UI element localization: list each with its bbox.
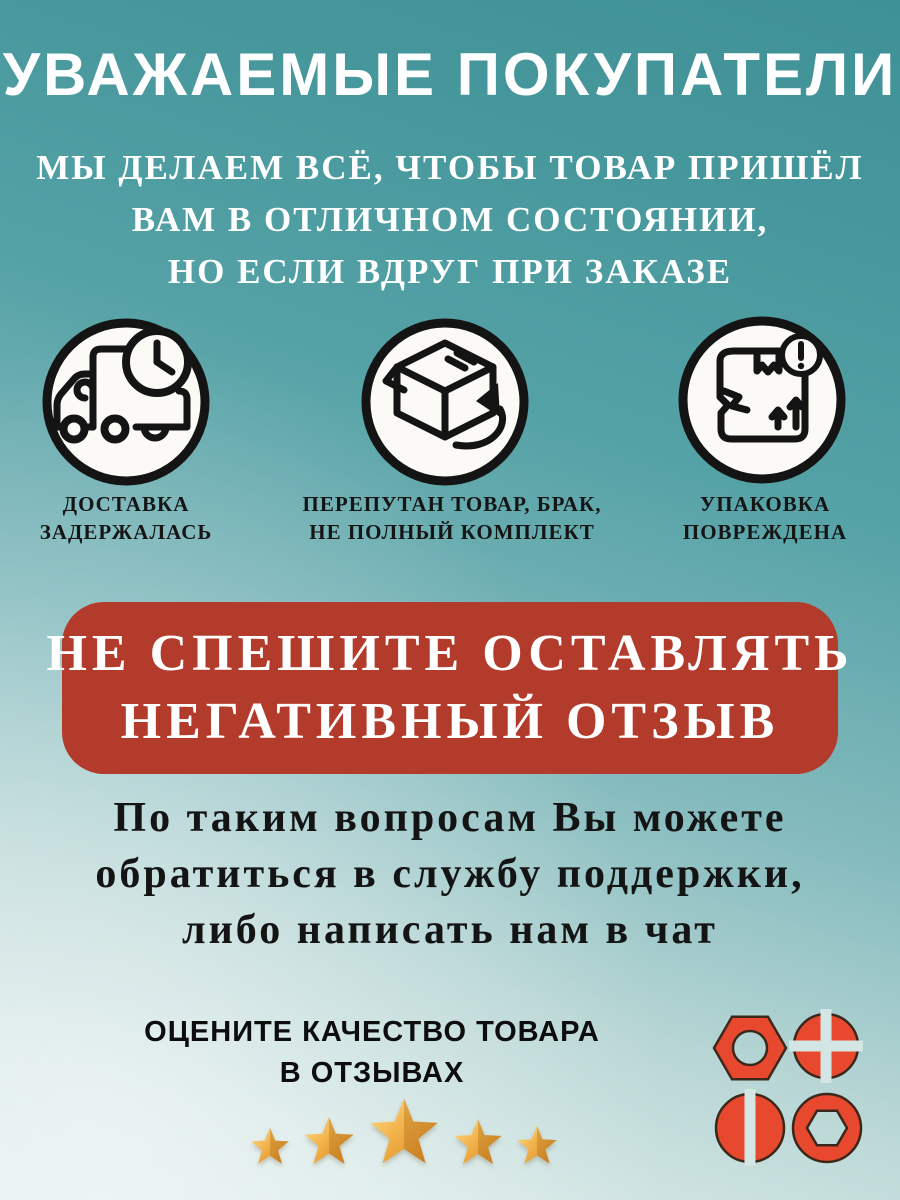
issue-label-line: ЗАДЕРЖАЛАСЬ bbox=[39, 520, 213, 544]
notice-banner bbox=[46, 602, 854, 774]
banner-line: НЕГАТИВНЫЙ ОТЗЫВ bbox=[120, 693, 780, 750]
star-icon bbox=[250, 1127, 290, 1165]
banner-line: НЕ СПЕШИТЕ ОСТАВЛЯТЬ bbox=[46, 625, 854, 682]
issue-label-damaged bbox=[645, 490, 885, 546]
support-note-line: По таким вопросам Вы можете bbox=[113, 795, 787, 841]
hex-nut-icon bbox=[714, 1017, 786, 1079]
issue-card-wrong-item bbox=[360, 317, 530, 487]
rating-stars bbox=[244, 1085, 564, 1165]
star-icon bbox=[303, 1116, 355, 1165]
phillips-screw-head-icon bbox=[789, 1009, 863, 1083]
subtitle-line: НО ЕСЛИ ВДРУГ ПРИ ЗАКАЗЕ bbox=[167, 252, 733, 291]
support-note-line: обратиться в службу поддержки, bbox=[95, 851, 805, 897]
rating-heading-line: В ОТЗЫВАХ bbox=[279, 1057, 465, 1089]
return-box-icon bbox=[360, 317, 530, 487]
issue-label-wrong-item bbox=[282, 490, 622, 546]
issue-label-delivery bbox=[16, 490, 236, 546]
rating-heading-line: ОЦЕНИТЕ КАЧЕСТВО ТОВАРА bbox=[144, 1016, 600, 1048]
hex-socket-head-icon bbox=[793, 1094, 861, 1162]
star-icon bbox=[516, 1125, 558, 1165]
delivery-truck-clock-icon bbox=[41, 317, 211, 487]
issue-label-line: УПАКОВКА bbox=[699, 492, 831, 516]
issue-label-line: ПЕРЕПУТАН ТОВАР, БРАК, bbox=[302, 492, 602, 516]
star-icon bbox=[368, 1097, 440, 1165]
support-note-line: либо написать нам в чат bbox=[182, 907, 718, 953]
issue-label-line: ПОВРЕЖДЕНА bbox=[682, 520, 848, 544]
support-note bbox=[0, 790, 900, 958]
subtitle-line: ВАМ В ОТЛИЧНОМ СОСТОЯНИИ, bbox=[131, 200, 769, 239]
issue-card-delivery bbox=[41, 317, 211, 487]
subtitle bbox=[0, 142, 900, 298]
rating-heading bbox=[72, 1012, 672, 1094]
star-icon bbox=[453, 1118, 503, 1166]
subtitle-line: МЫ ДЕЛАЕМ ВСЁ, ЧТОБЫ ТОВАР ПРИШЁЛ bbox=[36, 148, 864, 187]
issue-card-damaged bbox=[677, 315, 847, 485]
slotted-screw-head-icon bbox=[716, 1089, 784, 1166]
damaged-package-icon bbox=[677, 315, 847, 485]
fastener-shapes-logo-graphic bbox=[710, 1006, 866, 1166]
fastener-shapes-logo bbox=[710, 1006, 866, 1166]
issue-label-line: ДОСТАВКА bbox=[62, 492, 190, 516]
page-title: УВАЖАЕМЫЕ ПОКУПАТЕЛИ bbox=[2, 41, 898, 108]
issue-label-line: НЕ ПОЛНЫЙ КОМПЛЕКТ bbox=[309, 520, 595, 544]
